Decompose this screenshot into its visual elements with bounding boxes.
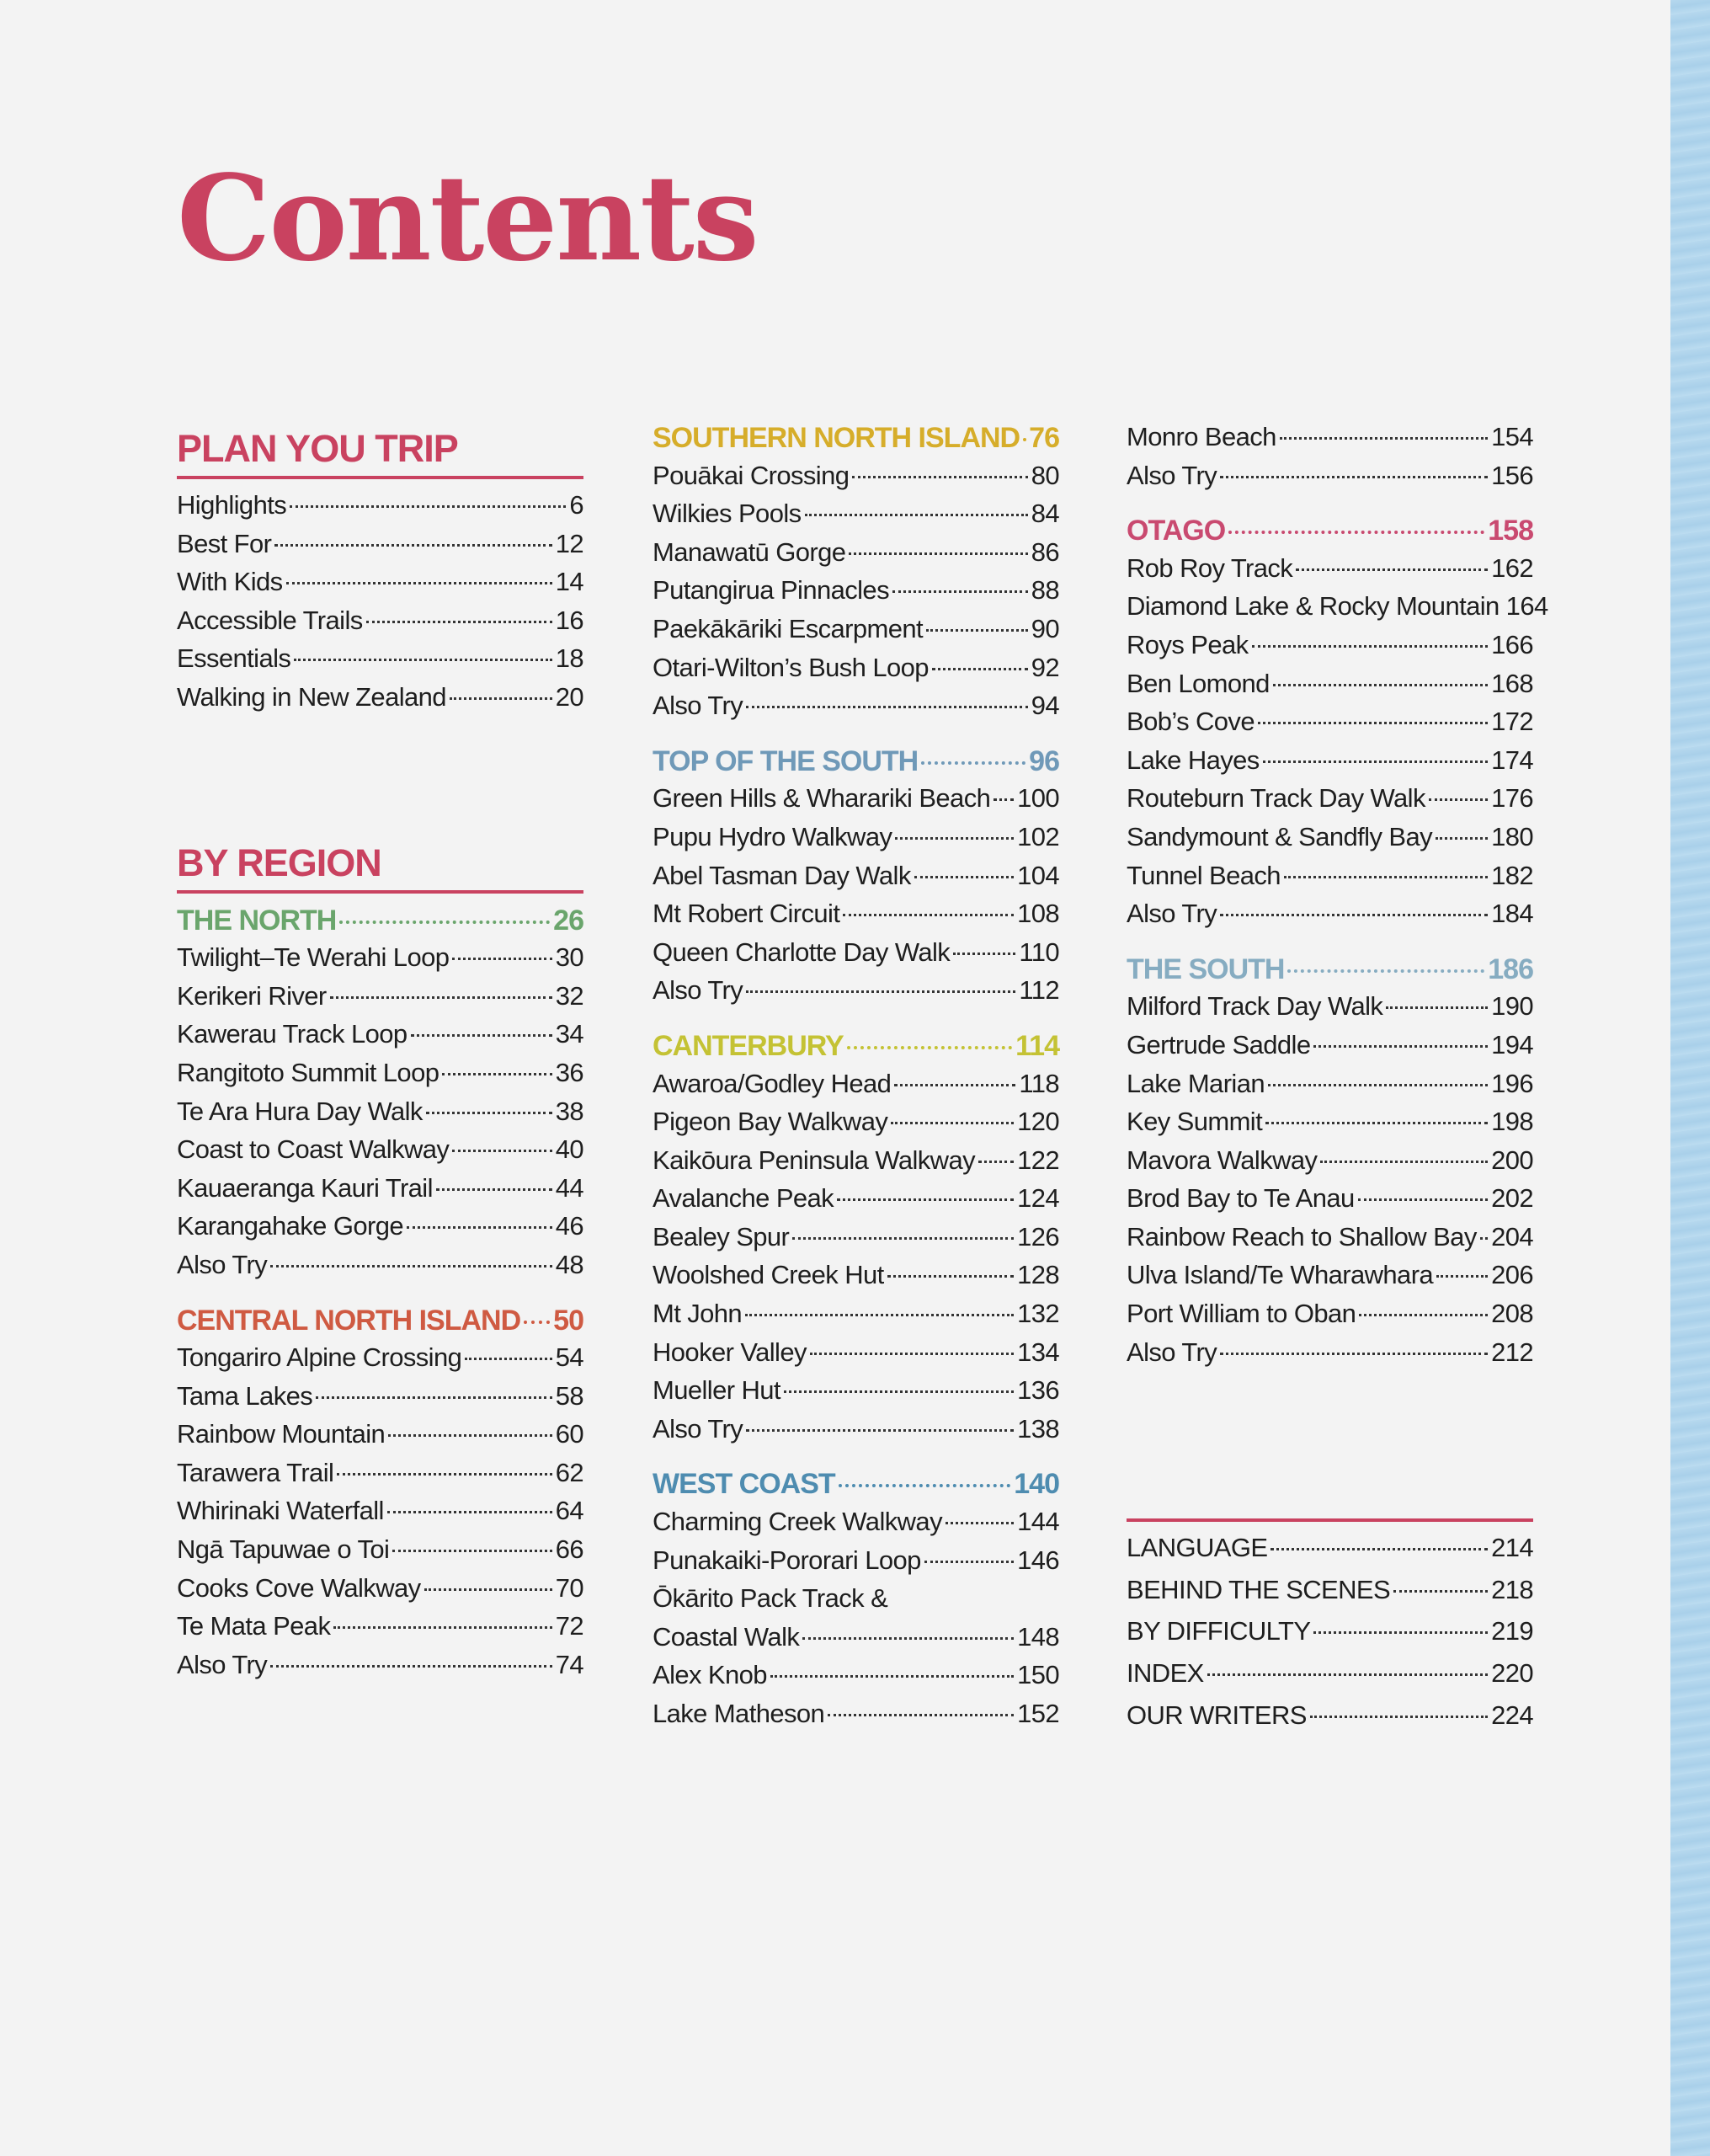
toc-entry-port-william-to-oban[interactable]: Port William to Oban 208 xyxy=(1127,1299,1533,1329)
toc-entry-rainbow-reach-to-shallow-bay[interactable]: Rainbow Reach to Shallow Bay 204 xyxy=(1127,1221,1533,1251)
toc-entry-queen-charlotte-day-walk[interactable]: Queen Charlotte Day Walk 110 xyxy=(653,937,1059,967)
toc-entry-woolshed-creek-hut[interactable]: Woolshed Creek Hut 128 xyxy=(653,1260,1059,1290)
toc-entry-lake-marian[interactable]: Lake Marian 196 xyxy=(1127,1068,1533,1098)
toc-entry-by-difficulty[interactable]: BY DIFFICULTY 219 xyxy=(1127,1616,1533,1646)
west-coast-continued xyxy=(1127,422,1533,499)
toc-entry-also-try[interactable]: Also Try 74 xyxy=(177,1649,583,1679)
toc-entry-accessible-trails[interactable]: Accessible Trails 16 xyxy=(177,605,583,635)
toc-entry-te-mata-peak[interactable]: Te Mata Peak 72 xyxy=(177,1611,583,1641)
toc-entry-te-ara-hura-day-walk[interactable]: Te Ara Hura Day Walk 38 xyxy=(177,1096,583,1126)
toc-column-1 xyxy=(177,425,583,1688)
section-heading-by-region: BY REGION xyxy=(177,840,583,894)
toc-entry-ben-lomond[interactable]: Ben Lomond 168 xyxy=(1127,668,1533,698)
toc-entry-tunnel-beach[interactable]: Tunnel Beach 182 xyxy=(1127,860,1533,890)
region-heading-the-south[interactable]: THE SOUTH 186 xyxy=(1127,953,1533,985)
toc-entry-punakaiki-pororari-loop[interactable]: Punakaiki-Pororari Loop 146 xyxy=(653,1545,1059,1575)
west-coast-after xyxy=(653,1660,1059,1737)
toc-entry-also-try[interactable]: Also Try 48 xyxy=(177,1249,583,1279)
region-canterbury xyxy=(653,1030,1059,1453)
region-heading-otago[interactable]: OTAGO 158 xyxy=(1127,515,1533,547)
region-heading-the-north[interactable]: THE NORTH 26 xyxy=(177,904,583,937)
toc-entry-awaroa-godley-head[interactable]: Awaroa/Godley Head 118 xyxy=(653,1068,1059,1098)
toc-entry-index[interactable]: INDEX 220 xyxy=(1127,1658,1533,1689)
edge-color-strip xyxy=(1670,0,1710,2156)
toc-entry-brod-bay-to-te-anau[interactable]: Brod Bay to Te Anau 202 xyxy=(1127,1183,1533,1214)
toc-entry-bealey-spur[interactable]: Bealey Spur 126 xyxy=(653,1221,1059,1251)
toc-entry-mt-john[interactable]: Mt John 132 xyxy=(653,1299,1059,1329)
toc-column-3 xyxy=(1127,422,1548,1742)
toc-entry-nga-tapuwae-o-toi[interactable]: Ngā Tapuwae o Toi 66 xyxy=(177,1534,583,1565)
toc-entry-also-try[interactable]: Also Try 112 xyxy=(653,975,1059,1006)
toc-entry-kauaeranga-kauri-trail[interactable]: Kauaeranga Kauri Trail 44 xyxy=(177,1172,583,1203)
toc-entry-rob-roy-track[interactable]: Rob Roy Track 162 xyxy=(1127,552,1533,583)
toc-entry-pouakai-crossing[interactable]: Pouākai Crossing 80 xyxy=(653,460,1059,490)
toc-entry-behind-the-scenes[interactable]: BEHIND THE SCENES 218 xyxy=(1127,1574,1533,1604)
toc-entry-putangirua-pinnacles[interactable]: Putangirua Pinnacles 88 xyxy=(653,575,1059,606)
toc-entry-milford-track-day-walk[interactable]: Milford Track Day Walk 190 xyxy=(1127,991,1533,1022)
toc-entry-otari-wilton-s-bush-loop[interactable]: Otari-Wilton’s Bush Loop 92 xyxy=(653,652,1059,682)
section-heading-plan: PLAN YOU TRIP xyxy=(177,425,583,479)
toc-entry-diamond-lake-rocky-mountain[interactable]: Diamond Lake & Rocky Mountain 164 xyxy=(1127,591,1548,622)
toc-entry-twilight-te-werahi-loop[interactable]: Twilight–Te Werahi Loop 30 xyxy=(177,942,583,973)
toc-entry-wilkies-pools[interactable]: Wilkies Pools 84 xyxy=(653,499,1059,529)
toc-entry-also-try[interactable]: Also Try 212 xyxy=(1127,1337,1533,1367)
toc-entry-our-writers[interactable]: OUR WRITERS 224 xyxy=(1127,1700,1533,1730)
region-north xyxy=(177,905,583,1289)
toc-entry-whirinaki-waterfall[interactable]: Whirinaki Waterfall 64 xyxy=(177,1496,583,1526)
region-heading-west-coast[interactable]: WEST COAST 140 xyxy=(653,1468,1059,1501)
toc-entry-paekakariki-escarpment[interactable]: Paekākāriki Escarpment 90 xyxy=(653,613,1059,643)
toc-entry-walking-in-new-zealand[interactable]: Walking in New Zealand 20 xyxy=(177,681,583,712)
toc-entry-gertrude-saddle[interactable]: Gertrude Saddle 194 xyxy=(1127,1029,1533,1059)
back-matter-divider xyxy=(1127,1518,1533,1522)
toc-entry-tongariro-alpine-crossing[interactable]: Tongariro Alpine Crossing 54 xyxy=(177,1342,583,1373)
toc-entry-mt-robert-circuit[interactable]: Mt Robert Circuit 108 xyxy=(653,899,1059,929)
region-top-south xyxy=(653,745,1059,1014)
toc-entry-lake-matheson[interactable]: Lake Matheson 152 xyxy=(653,1699,1059,1728)
toc-entry-language[interactable]: LANGUAGE 214 xyxy=(1127,1533,1533,1563)
toc-entry-charming-creek-walkway[interactable]: Charming Creek Walkway 144 xyxy=(653,1507,1059,1537)
toc-entry-with-kids[interactable]: With Kids 14 xyxy=(177,567,583,597)
west-coast-okarito xyxy=(653,1583,1059,1660)
region-heading-canterbury[interactable]: CANTERBURY 114 xyxy=(653,1029,1059,1062)
toc-entry-roys-peak[interactable]: Roys Peak 166 xyxy=(1127,629,1533,659)
toc-entry-cooks-cove-walkway[interactable]: Cooks Cove Walkway 70 xyxy=(177,1572,583,1603)
toc-entry-bob-s-cove[interactable]: Bob’s Cove 172 xyxy=(1127,707,1533,737)
toc-entry-also-try[interactable]: Also Try 184 xyxy=(1127,899,1533,929)
region-the-south xyxy=(1127,953,1533,1376)
toc-entry-also-try[interactable]: Also Try 94 xyxy=(653,691,1059,721)
toc-entry-mavora-walkway[interactable]: Mavora Walkway 200 xyxy=(1127,1145,1533,1175)
back-matter-entries xyxy=(1127,1533,1533,1742)
toc-entry-tarawera-trail[interactable]: Tarawera Trail 62 xyxy=(177,1457,583,1487)
region-heading-top-of-the-south[interactable]: TOP OF THE SOUTH 96 xyxy=(653,744,1059,777)
toc-entry-essentials[interactable]: Essentials 18 xyxy=(177,643,583,674)
toc-entry-abel-tasman-day-walk[interactable]: Abel Tasman Day Walk 104 xyxy=(653,860,1059,890)
region-southern-north xyxy=(653,422,1059,729)
toc-entry-kawerau-track-loop[interactable]: Kawerau Track Loop 34 xyxy=(177,1019,583,1049)
toc-entry-also-try[interactable]: Also Try 156 xyxy=(1127,460,1533,490)
toc-entry-pupu-hydro-walkway[interactable]: Pupu Hydro Walkway 102 xyxy=(653,821,1059,851)
toc-entry-key-summit[interactable]: Key Summit 198 xyxy=(1127,1107,1533,1137)
region-otago xyxy=(1127,515,1548,937)
toc-column-2 xyxy=(653,422,1059,1737)
toc-entry-alex-knob[interactable]: Alex Knob 150 xyxy=(653,1660,1059,1690)
toc-entry-sandymount-sandfly-bay[interactable]: Sandymount & Sandfly Bay 180 xyxy=(1127,821,1533,851)
region-heading-southern-north-island[interactable]: SOUTHERN NORTH ISLAND 76 xyxy=(653,422,1059,454)
toc-entry-okarito-line2[interactable]: Coastal Walk 148 xyxy=(653,1621,1059,1652)
toc-entry-mueller-hut[interactable]: Mueller Hut 136 xyxy=(653,1375,1059,1406)
toc-entry-highlights[interactable]: Highlights 6 xyxy=(177,490,583,520)
toc-entry-okarito-line1[interactable]: Ōkārito Pack Track & xyxy=(653,1583,888,1614)
plan-entries xyxy=(177,490,583,721)
toc-entry-kaikoura-peninsula-walkway[interactable]: Kaikōura Peninsula Walkway 122 xyxy=(653,1145,1059,1175)
toc-entry-pigeon-bay-walkway[interactable]: Pigeon Bay Walkway 120 xyxy=(653,1107,1059,1137)
toc-entry-avalanche-peak[interactable]: Avalanche Peak 124 xyxy=(653,1183,1059,1214)
toc-entry-best-for[interactable]: Best For 12 xyxy=(177,528,583,558)
page-title: Contents xyxy=(177,150,758,288)
toc-entry-kerikeri-river[interactable]: Kerikeri River 32 xyxy=(177,980,583,1011)
toc-entry-lake-hayes[interactable]: Lake Hayes 174 xyxy=(1127,744,1533,775)
toc-entry-rangitoto-summit-loop[interactable]: Rangitoto Summit Loop 36 xyxy=(177,1057,583,1087)
region-heading-central-north-island[interactable]: CENTRAL NORTH ISLAND 50 xyxy=(177,1304,583,1337)
toc-entry-karangahake-gorge[interactable]: Karangahake Gorge 46 xyxy=(177,1211,583,1241)
toc-entry-coast-to-coast-walkway[interactable]: Coast to Coast Walkway 40 xyxy=(177,1134,583,1165)
toc-entry-routeburn-track-day-walk[interactable]: Routeburn Track Day Walk 176 xyxy=(1127,783,1533,814)
toc-entry-rainbow-mountain[interactable]: Rainbow Mountain 60 xyxy=(177,1419,583,1449)
toc-entry-tama-lakes[interactable]: Tama Lakes 58 xyxy=(177,1380,583,1411)
toc-entry-also-try[interactable]: Also Try 138 xyxy=(653,1413,1059,1444)
toc-entry-monro-beach[interactable]: Monro Beach 154 xyxy=(1127,422,1533,451)
toc-entry-green-hills-wharariki-beach[interactable]: Green Hills & Wharariki Beach 100 xyxy=(653,783,1059,814)
region-central xyxy=(177,1305,583,1689)
toc-entry-hooker-valley[interactable]: Hooker Valley 134 xyxy=(653,1337,1059,1367)
toc-entry-manawatu-gorge[interactable]: Manawatū Gorge 86 xyxy=(653,536,1059,567)
toc-entry-ulva-island-te-wharawhara[interactable]: Ulva Island/Te Wharawhara 206 xyxy=(1127,1260,1533,1290)
region-west-coast xyxy=(653,1468,1059,1583)
